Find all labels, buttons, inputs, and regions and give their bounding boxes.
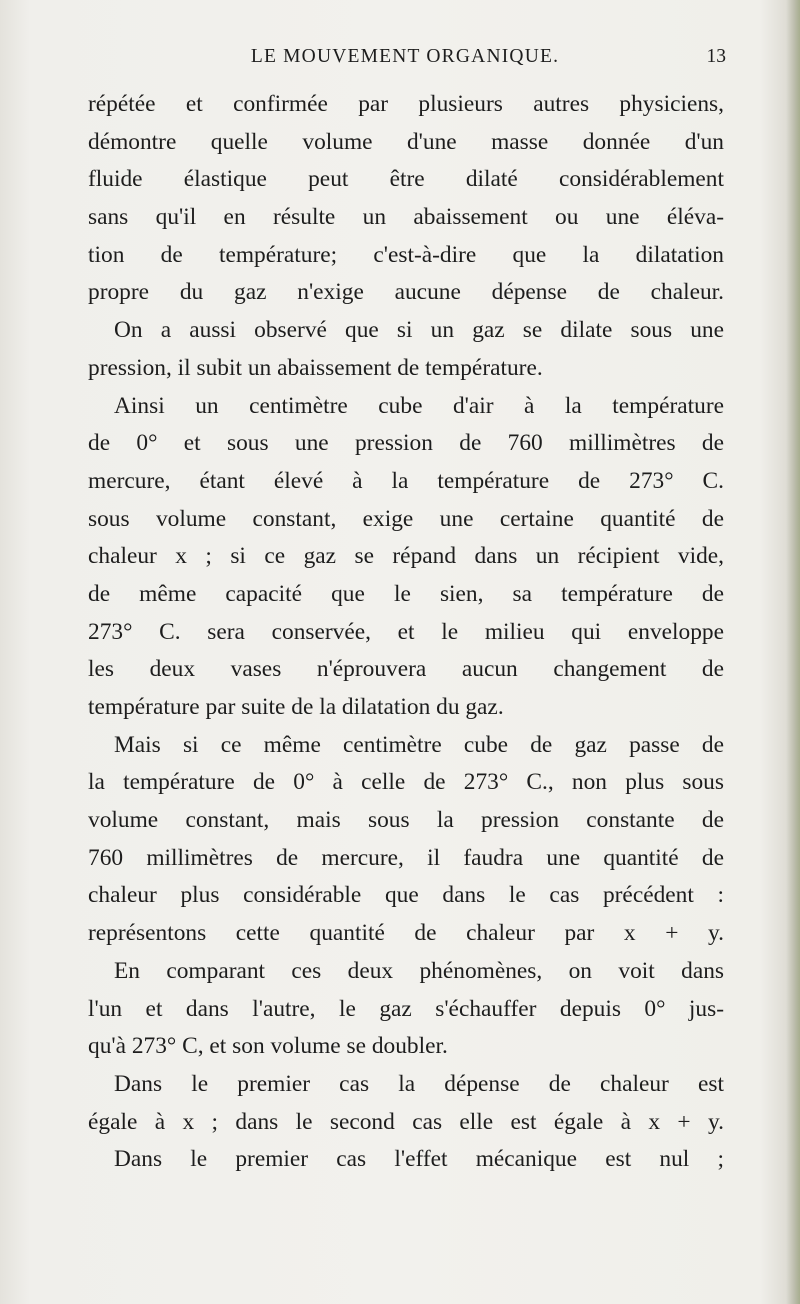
text-line: En comparant ces deux phénomènes, on voit dans <box>114 957 724 984</box>
text-line: Dans le premier cas la dépense de chaleur est <box>114 1070 724 1097</box>
text-line: qu'à 273° C, et son volume se doubler. <box>88 1033 448 1060</box>
text-line: propre du gaz n'exige aucune dépense de chaleur. <box>88 279 724 306</box>
text-line: répétée et confirmée par plusieurs autres physiciens, <box>88 91 724 117</box>
page-number: 13 <box>706 46 726 67</box>
text-line: de même capacité que le sien, sa température de <box>88 580 724 607</box>
text-line: tion de température; c'est-à-dire que la dilatation <box>88 241 724 268</box>
text-line: chaleur x ; si ce gaz se répand dans un récipient vide, <box>88 543 724 570</box>
text-line: pression, il subit un abaissement de température. <box>88 354 543 381</box>
text-line: l'un et dans l'autre, le gaz s'échauffer depuis 0° jus- <box>88 995 724 1022</box>
body-text <box>88 86 724 1179</box>
text-line: On a aussi observé que si un gaz se dilate sous une <box>114 317 724 344</box>
text-line: représentons cette quantité de chaleur par x + y. <box>88 920 724 947</box>
text-line: température par suite de la dilatation du gaz. <box>88 694 504 720</box>
text-line: sans qu'il en résulte un abaissement ou une éléva- <box>88 204 724 231</box>
text-line: Dans le premier cas l'effet mécanique est nul ; <box>114 1146 724 1173</box>
page-edge-shadow <box>786 0 800 1304</box>
text-line: 273° C. sera conservée, et le milieu qui enveloppe <box>88 618 724 645</box>
text-line: les deux vases n'éprouvera aucun changement de <box>88 656 724 683</box>
text-line: 760 millimètres de mercure, il faudra une quantité de <box>88 844 724 871</box>
text-line: volume constant, mais sous la pression constante de <box>88 807 724 834</box>
text-line: Ainsi un centimètre cube d'air à la température <box>114 392 724 419</box>
text-line: fluide élastique peut être dilaté considérablement <box>88 166 724 193</box>
text-line: la température de 0° à celle de 273° C., non plus sous <box>88 769 724 796</box>
text-line: égale à x ; dans le second cas elle est égale à x + y. <box>88 1108 724 1135</box>
running-head <box>84 44 726 74</box>
running-title: LE MOUVEMENT ORGANIQUE. <box>250 46 560 67</box>
text-line: Mais si ce même centimètre cube de gaz passe de <box>114 731 724 758</box>
text-line: sous volume constant, exige une certaine quantité de <box>88 505 724 532</box>
text-line: démontre quelle volume d'une masse donnée d'un <box>88 128 724 155</box>
text-line: de 0° et sous une pression de 760 millimètres de <box>88 430 724 457</box>
text-line: mercure, étant élevé à la température de 273° C. <box>88 467 724 494</box>
text-line: chaleur plus considérable que dans le cas précédent : <box>88 882 724 909</box>
